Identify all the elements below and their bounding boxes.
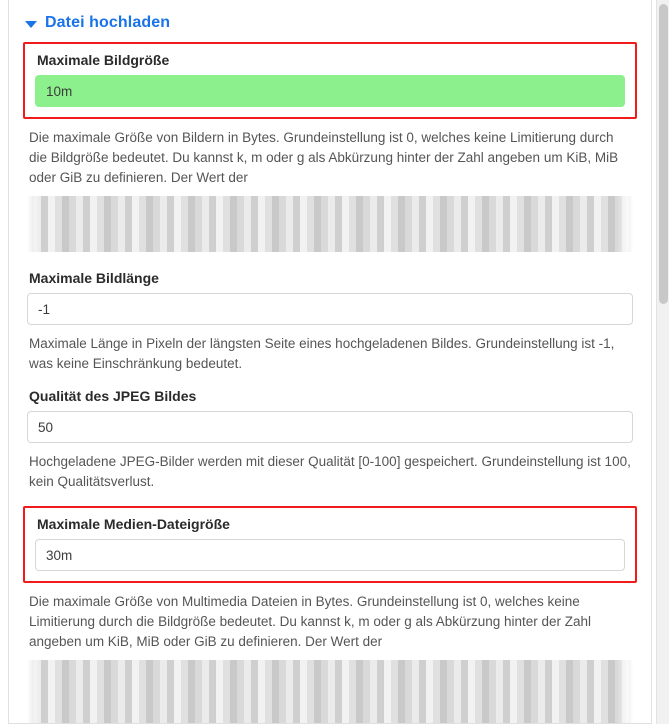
input-max-image-length[interactable] [27, 293, 633, 325]
section-title: Datei hochladen [45, 14, 171, 31]
help-max-image-length: Maximale Länge in Pixeln der längsten Seite eines hochgeladenen Bildes. Grundeinstellung ist -1, was keine Einschränkung bedeutet. [29, 336, 615, 371]
section-header-datei-hochladen[interactable] [9, 0, 651, 42]
label-max-media-size: Maximale Medien-Dateigröße [37, 516, 230, 532]
blurred-content-block-2 [27, 660, 633, 724]
noise-fade-right [617, 196, 633, 252]
chevron-down-icon[interactable] [25, 21, 37, 28]
label-max-image-length: Maximale Bildlänge [29, 270, 159, 286]
noise-fade-right-2 [617, 660, 633, 724]
noise-fade-left [27, 196, 41, 252]
noise-fade-left-2 [27, 660, 41, 724]
input-max-image-size[interactable] [35, 75, 625, 107]
scrollbar-thumb[interactable] [659, 4, 668, 304]
scrollbar-track[interactable] [656, 0, 669, 724]
help-jpeg-quality: Hochgeladene JPEG-Bilder werden mit dieser Qualität [0-100] gespeichert. Grundeinstellung ist 100, kein Qualitätsverlust. [29, 454, 631, 489]
input-jpeg-quality[interactable] [27, 411, 633, 443]
upload-settings-panel [8, 0, 652, 724]
settings-content [9, 42, 651, 724]
highlight-box-max-media-size [23, 506, 637, 583]
label-max-image-size: Maximale Bildgröße [37, 52, 170, 68]
input-max-media-size[interactable] [35, 539, 625, 571]
label-jpeg-quality: Qualität des JPEG Bildes [29, 388, 197, 404]
highlight-box-max-image-size [23, 42, 637, 119]
help-max-media-size: Die maximale Größe von Multimedia Dateien in Bytes. Grundeinstellung ist 0, welches keine Limitierung durch die Bildgröße bedeutet. Du kannst k, m oder g als Abkürzung hinter der Zahl angeben um KiB, MiB oder GiB zu definieren. Der Wert der [29, 594, 592, 649]
blurred-content-block-1 [27, 196, 633, 252]
help-max-image-size: Die maximale Größe von Bildern in Bytes. Grundeinstellung ist 0, welches keine Limitierung durch die Bildgröße bedeutet. Du kannst k, m oder g als Abkürzung hinter der Zahl angeben um KiB, MiB oder GiB zu definieren. Der Wert der [29, 130, 619, 185]
